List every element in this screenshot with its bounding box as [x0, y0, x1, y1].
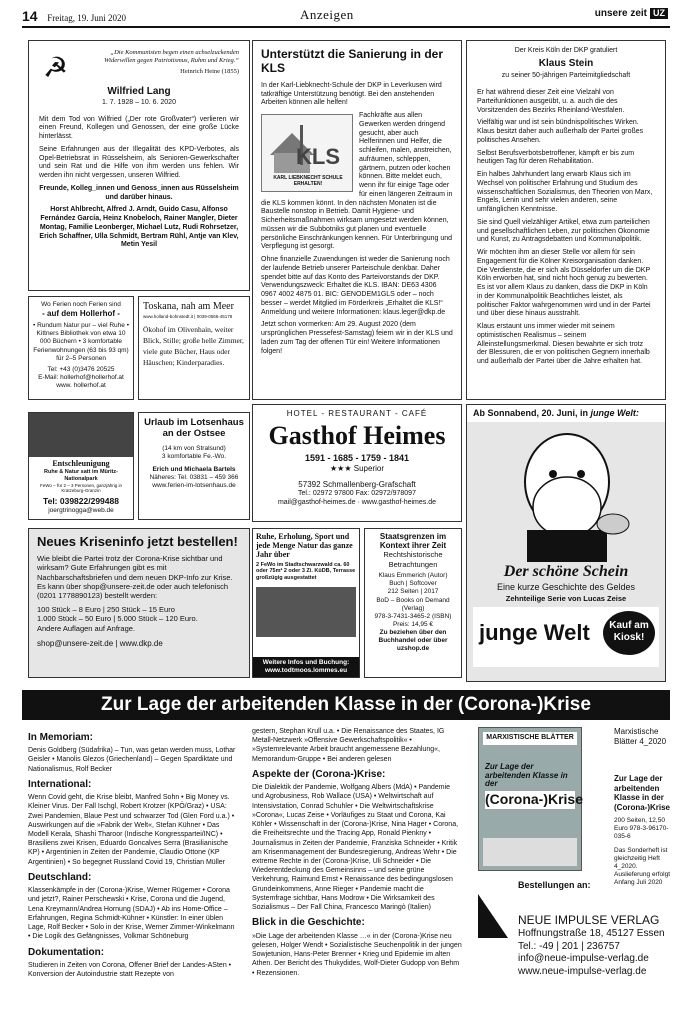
toskana-small: www.holland-bohnstedt.it | 0039-0566-45178 — [143, 313, 233, 319]
obituary-dates: 1. 7. 1928 – 10. 6. 2020 — [102, 98, 176, 106]
lotsenhaus-line-1: (14 km von Stralsund) — [162, 444, 226, 452]
mb-side-info-text: 200 Seiten, 12,50 Euro 978-3-96170-035-6 — [614, 816, 669, 840]
verlag-order-block — [478, 880, 670, 1020]
todtmoos-footer-2: www.todtmoos.lommes.eu — [264, 666, 348, 674]
obituary-quote-source: Heinrich Heine (1855) — [180, 68, 239, 76]
gasthof-heimes-ad — [252, 404, 462, 522]
heimes-mail: mail@gasthof-heimes.de · www.gasthof-heimes.de — [277, 498, 437, 506]
toc-col2-top: gestern, Stephan Krull u.a. • Die Renaissance des Staates, IG Metall-Netzwerk »Offensive Gewerkschaftspolitik« • »Systemrelevante Arbeit braucht angemessene Bezahlung«, Memorandum-Gruppe • Bei anderen gelesen — [252, 728, 445, 763]
stein-text-3: Selbst Berufsverbotsbetroffener, kämpft er bis zum heutigen Tag für deren Rehabilitation. — [477, 149, 635, 166]
jw-kiosk-badge: Kauf am Kiosk! — [603, 611, 655, 655]
stein-text-5: Sie sind Quell vielzähliger Artikel, etwa zum parteilichen und gesellschaftlichen Leben, zur politischen Ökonomie und Kunst, zu Antragsdebatten und Kommunalpolitik. — [477, 218, 650, 244]
lake-photo — [29, 413, 133, 457]
entschl-sub: Ruhe & Natur satt im Müritz-Nationalpark — [44, 469, 118, 482]
buch-title: Staatsgrenzen im Kontext ihrer Zeit — [379, 532, 447, 551]
jw-series: Zehnteilige Serie von Lucas Zeise — [505, 593, 627, 603]
toc-aspekte: Die Dialektik der Pandemie, Wolfgang Albers (MdA) • Pandemie und Agrobusiness, Rob Wallace (USA) • Weltwirtschaft auf Intensivstation, Conrad Schuhler • Die Weltwirtschaftskrise »Corona«, Lucas Zeise • Vorläufiges zu Staat und Corona, Kai Köhler • Wissenschaft in der (Corona-)Krise, Nina Hager • Corona, die Freiheitsrechte und the Tracing App, Ronald Pienkny • Journalismus in Zeiten der Pandemie, Franziska Schneider • Kritik am Krisenmanagement der Bundesregierung, Andreas Wehr • Die extreme Rechte in der (Corona-)Krise, Uli Schneider • Die Wiederentdeckung des Gemeinsinns – und seine grüne Verkehrung, Raimund Ernst • Renaissance des bedingungslosen Grundeinkommens, Anne Rieger • Pandemie macht die Systemfrage sichtbar, Hans Modrow • Die Wirksamkeit des Sozialismus – Der Fall China, Francesco Maringò (Italien) — [252, 784, 459, 912]
toc-heading-deutschland: Deutschland: — [28, 871, 92, 883]
lotsenhaus-ad — [138, 412, 250, 520]
buch-sub: Rechtshistorische Betrachtungen — [383, 550, 443, 569]
page-header-left — [22, 8, 126, 26]
section-title: Anzeigen — [300, 7, 354, 22]
hollerhof-tel: Tel: +43 (0)3476 20525 — [47, 365, 115, 373]
toskana-text: Ökohof im Olivenhain, weiter Blick, Stille; große helle Zimmer, viele gute Bücher, Haus oder Häuschen; Kinderparadies. — [143, 325, 244, 367]
junge-welt-ad — [466, 404, 666, 682]
toc-blick: »Die Lage der arbeitenden Klasse …« in der (Corona-)Krise neu gelesen, Holger Wendt • Sozialistische Seuchenpolitik in der jungen Sowjetunion, Hans-Peter Brenner • Krieg und Epidemie im alten Athen. Der Bericht des Thukydides, Wolf-Dieter Gudopp von Behm • Rezensionen. — [252, 932, 462, 977]
entschl-mail: joergtrinogga@web.de — [48, 506, 114, 514]
jw-sub: Eine kurze Geschichte des Geldes — [496, 582, 636, 593]
toc-column-2 — [252, 727, 462, 978]
verlag-web: www.neue-impulse-verlag.de — [518, 965, 647, 977]
toc-heading-dokumentation: Dokumentation: — [28, 946, 105, 958]
todtmoos-text: 2 FeWo im Stadtschwarzwald ca. 60 oder 75m² 2 oder 3 Zi. KüDB, Terrasse großzügig ausgestattet — [256, 561, 356, 582]
stein-occasion: zu seiner 50-jährigen Parteimitgliedschaft — [501, 72, 631, 80]
verlag-order: Bestellungen an: — [518, 880, 591, 890]
toskana-ad — [138, 296, 250, 400]
header-rule — [22, 26, 670, 28]
neue-impulse-logo-icon — [478, 894, 508, 938]
heimes-tel: Tel.: 02972 97800 Fax: 02972/978097 — [298, 490, 416, 498]
hollerhof-features: • Rundum Natur pur – viel Ruhe • Kittners Bibliothek von etwa 10 000 Büchern • 3 komfortable Ferienwohnungen (63 bis 93 qm) für 2–5 Personen — [33, 322, 129, 362]
heimes-addr: 57392 Schmallenberg-Grafschaft — [298, 480, 416, 490]
verlag-mail: info@neue-impulse-verlag.de — [518, 953, 649, 965]
lotsenhaus-line-5: www.ferien-im-lotsenhaus.de — [152, 482, 236, 490]
hammer-sickle-icon: ☭ — [43, 52, 69, 83]
entschl-title: Entschleunigung — [52, 459, 110, 468]
kls-ad — [252, 40, 462, 400]
heimes-top: HOTEL - RESTAURANT - CAFÉ — [286, 409, 428, 418]
todtmoos-footer-1: Weitere Infos und Buchung: — [262, 658, 350, 666]
buch-author: Klaus Emmerich (Autor) — [378, 572, 448, 580]
stein-intro: Der Kreis Köln der DKP gratuliert — [514, 47, 618, 54]
hollerhof-web: www. hollerhof.at — [56, 382, 106, 389]
kriseninfo-title: Neues Kriseninfo jetzt bestellen! — [37, 534, 238, 549]
kriseninfo-prices-3: Andere Auflagen auf Anfrage. — [37, 623, 135, 633]
klaus-stein-ad — [466, 40, 666, 400]
stein-text-1: Er hat während dieser Zeit eine Vielzahl von Parteifunktionen ausgeübt, u. a. auch die des Vorsitzenden des Bezirks Rheinland-Westfalen. — [477, 89, 625, 114]
heimes-name: Gasthof Heimes — [268, 421, 446, 450]
toc-deutschland: Klassenkämpfe in der (Corona-)Krise, Werner Rügemer • Corona und jetzt?, Rainer Perschewski • Krise, Corona und die Jugend, Lena Kreymann/Andrea Hornung (SDAJ) • Ab ins Home-Office – Erfahrungen, Regina Schmidt-Kühner • Künstler: In einer üblen Lage, Rolf Becker • Solo in der Krise, Werner Zimmer-Winkelmann • Die Logik des Gefängnisses, Volkmar Schöneburg — [28, 887, 235, 941]
marxistische-blaetter-banner: Zur Lage der arbeitenden Klasse in der (Corona-)Krise — [22, 690, 670, 720]
obituary-text-1: Mit dem Tod von Wilfried („Der rote Großvater“) verlieren wir einen Freund, Kollegen und Genossen, der eine große Lücke hinterlässt. — [39, 115, 239, 141]
kls-logo-text: KLS — [296, 144, 340, 170]
verlag-addr: Hoffnungstraße 18, 45127 Essen — [518, 928, 665, 940]
mb-cover-big: (Corona-)Krise — [485, 791, 584, 808]
kls-text-3: Ohne finanzielle Zuwendungen ist weder die Sanierung noch der laufende Betrieb unserer Parteischule denkbar. Daher spendet bitte auf das Konto des Parteivorstands der DKP. Verwendungszweck: Erhaltet die KLS. IBAN: DE63 4306 0967 4002 4875 01. BIC: GENODEM1GLS oder – noch besser – werdet Mitglied im Förderkreis „Erhaltet die KLS!“ Anmeldung und weitere Informationen: klaus.leger@dkp.de — [261, 256, 450, 316]
obituary-names: Horst Ahlbrecht, Alfred J. Arndt, Guido Casu, Alfonso Fernández García, Heinz Knobeloch, Rainer Mangler, Dieter Montag, Familie Leonberger, Michael Lutz, Rudi Rohrsetzer, Erich Schaffner, Ulla Schmidt, Bertram Rühl, Antje van Klev, Metin Yesil — [39, 206, 239, 249]
stein-name: Klaus Stein — [538, 57, 594, 69]
kls-text-4: Jetzt schon vormerken: Am 29. August 2020 (dem ursprünglichen Pressefest-Samstag) feiern wir in der KLS und laden zum Tag der offenen Tür ein! Weitere Informationen folgen! — [261, 321, 453, 355]
marx-portrait-icon — [467, 422, 666, 562]
lotsenhaus-line-2: 3 komfortable Fe.-Wo. — [161, 452, 227, 460]
heimes-years: 1591 - 1685 - 1759 - 1841 — [304, 452, 410, 463]
toc-column-1 — [28, 727, 238, 979]
issue-date: Freitag, 19. Juni 2020 — [47, 13, 126, 23]
obituary-quote: „Die Kommunisten begen einen achselzuckenden Widerwillen gegen Patriotismus, Ruhm und Krieg.“ — [104, 49, 239, 65]
hollerhof-title: - auf dem Hollerhof - — [42, 309, 120, 319]
jw-header — [467, 405, 665, 422]
staatsgrenzen-ad — [364, 528, 462, 678]
landscape-photo — [256, 587, 356, 637]
verlag-tel: Tel.: -49 | 201 | 236757 — [518, 940, 620, 952]
page-number: 14 — [22, 8, 38, 24]
mb-cover-image — [478, 727, 582, 871]
entschleunigung-ad — [28, 412, 134, 520]
paper-title: unsere zeit — [594, 8, 647, 19]
mb-side-title: Marxistische Blätter 4_2020 — [614, 727, 667, 746]
heimes-stars: ★★★ Superior — [330, 464, 384, 474]
stein-text-4: Ein halbes Jahrhundert lang erwarb Klaus sich im Wechsel von politischer Erfahrung und Studium des wissenschaftlichen Sozialismus, den Theorien von Marx, Engels, Lenin und sehr vielen anderen, seine umfänglichen Kenntnisse. — [477, 171, 653, 213]
obituary-text-2: Seine Erfahrungen aus der Illegalität des KPD-Verbotes, als Opel-Betriebsrat in Rüsselsheim, als Senioren-Gewerkschafter und sein Rat und die Hilfe von ihm werden uns fehlen. Wir werden ihn nicht vergessen, unseren Wilfried. — [39, 145, 239, 180]
kriseninfo-text: Wie bleibt die Partei trotz der Corona-Krise sichtbar und wirksam? Gute Erfahrungen gibt es mit Nachbarschaftsbriefen und dem neuen DKP-Info zur Krise. Es kann über shop@unsere-zeit.de oder auch telefonisch (0201 1778890123) bestellt werden: — [37, 553, 233, 601]
obituary-name: Wilfried Lang — [107, 86, 171, 98]
lotsenhaus-line-3: Erich und Michaela Bartels — [152, 466, 236, 474]
hollerhof-ad — [28, 296, 134, 400]
kriseninfo-prices-2: 1.000 Stück – 50 Euro | 5.000 Stück – 120 Euro. — [37, 614, 198, 624]
todtmoos-title: Ruhe, Erholung, Sport und jede Menge Natur das ganze Jahr über — [256, 532, 353, 560]
obituary-signoff: Freunde, Kolleg_innen und Genoss_innen aus Rüsselsheim und darüber hinaus. — [39, 184, 239, 201]
jw-logo: junge Welt — [479, 619, 590, 645]
toc-heading-blick: Blick in die Geschichte: — [252, 917, 365, 929]
mb-cover-title: MARXISTISCHE BLÄTTER — [483, 732, 577, 745]
buch-line-3: BoD – Books on Demand (Verlag) — [376, 596, 450, 612]
toc-dokumentation: Studieren in Zeiten von Corona, Offener Brief der Landes-ASten • Konversion der Autoindustrie statt Rezepte von — [28, 961, 232, 978]
uz-logo: UZ — [650, 8, 668, 19]
mb-side-note: Das Sonderheft ist gleichzeitig Heft 4_2020. Auslieferung erfolgt Anfang Juli 2020 — [614, 846, 671, 887]
kls-logo-sub: KARL LIEBKNECHT SCHULE ERHALTEN! — [273, 175, 343, 188]
kriseninfo-footer: shop@unsere-zeit.de | www.dkp.de — [37, 638, 163, 648]
buch-line-1: Buch | Softcover — [389, 580, 437, 588]
buch-isbn: 978-3-7431-3465-2 (ISBN) — [374, 612, 452, 620]
lotsenhaus-line-4: Näheres: Tel. 03831 – 459 366 — [149, 474, 239, 482]
verlag-name: NEUE IMPULSE VERLAG — [518, 913, 660, 928]
paper-name — [595, 8, 668, 21]
mb-cover-toc — [483, 838, 577, 866]
toc-international: Wenn Covid geht, die Krise bleibt, Manfred Sohn • Big Money vs. Kleiner Virus. Der Fall Ischgl, Robert Krotzer (KPÖ/Graz) • USA: Zwei Pandemien, Blaue Pest und schwarzer Tod (Glen Ford u.a.) • Auswirkungen auf die »Fabrik der Welt«, Stefan Kühner • Das Modell Kerala, Shashi Tharoor (Indische Kongresspartei/INC) • Brasiliens zwei Krisen, Eduardo Goncalves Serra (Brasilianische KP) • Argentinien in Zeiten der Pandemie, Claudio Ottone (KP Argentinien) • So begegnet Russland Covid 19, Christian Müller — [28, 794, 235, 866]
kls-text-2: Fachkräfte aus allen Gewerken werden dringend gesucht, aber auch Helferinnen und Helfer, die schleifen, malen, anstreichen, aufräumen, schleppen, gärtnern, putzen oder kochen können. Bitte meldet euch, wenn ihr für einige Tage oder für einen längeren Zeitraum in die KLS kommen könnt. In den nächsten Monaten ist die Baustelle nonstop in Betrieb. Damit Hygiene- und Sicherheitsmaßnahmen wirksam umgesetzt werden können, müssen wir die Subbotniks gut planen und eventuelle persönliche Einschränkungen kennen. Für Unterbringung und Verpflegung ist gesorgt. — [261, 112, 453, 251]
hollerhof-mail: E-Mail: hollerhof@hollerhof.at — [38, 373, 124, 381]
toc-heading-international: International: — [28, 778, 92, 790]
hollerhof-tagline: Wo Ferien noch Ferien sind — [41, 301, 121, 308]
toc-memoriam: Denis Goldberg (Südafrika) – Tun, was getan werden muss, Lothar Geisler • Manolis Glezos (Griechenland) – Gegen Spardiktate und Nationalismus, Rolf Becker — [28, 747, 236, 773]
mb-side-info — [614, 727, 670, 888]
toc-heading-memoriam: In Memoriam: — [28, 732, 94, 743]
buch-order: Zu beziehen über den Buchhandel oder über uzshop.de — [378, 629, 448, 653]
toc-heading-aspekte: Aspekte der (Corona-)Krise: — [252, 768, 386, 780]
jw-header-paper: junge Welt: — [590, 408, 639, 418]
stein-text-6: Wir möchten ihm an dieser Stelle vor allem für sein Engagement für die Kölner Kreisorganisation danken. Die Verdienste, die er sich als Düsseldorfer um die DKP Köln erworben hat, sind nicht hoch genug zu bewerten. Es ist vor allem Klaus zu danken, dass die DKP in Köln in der Kommunalpolitik Beachtliches leistet, als politischer Faktor wahrgenommen wird und in der Partei und über diese hinaus ausstrahlt. — [477, 249, 651, 318]
mb-side-sub: Zur Lage der arbeitenden Klasse in der (Corona-)Krise — [614, 774, 671, 812]
buch-line-2: 212 Seiten | 2017 — [387, 588, 439, 596]
stein-text-2: Vielfältig war und ist sein bündnispolitisches Wirken. Klaus besitzt daher auch außerhalb der Partei großes politisches Ansehen. — [477, 119, 644, 144]
kriseninfo-prices-1: 100 Stück – 8 Euro | 250 Stück – 15 Euro — [37, 604, 175, 614]
jw-title: Der schöne Schein — [503, 563, 629, 581]
obituary-ad — [28, 40, 250, 291]
lotsenhaus-title: Urlaub im Lotsenhaus an der Ostsee — [144, 417, 244, 440]
todtmoos-ad — [252, 528, 360, 678]
entschl-small: FeWo – für 2 – 3 Personen, ganzjährig in Kratzeburg-Granzin — [40, 482, 122, 494]
buch-price: Preis: 14,95 € — [392, 620, 434, 628]
stein-text-7: Klaus erstaunt uns immer wieder mit seinem optimistischen Realismus – seinem Alleinstellungsmerkmal. Diesen bewahrte er sich trotz der Blessuren, die er von politischen Gegnern innerhalb und außerhalb der Partei über die Jahre erhalten hat. — [477, 323, 650, 365]
toskana-title: Toskana, nah am Meer — [143, 301, 234, 312]
mb-cover-sub: Zur Lage der arbeitenden Klasse in der — [485, 761, 568, 789]
jw-header-text: Ab Sonnabend, 20. Juni, in — [473, 408, 591, 418]
kls-title: Unterstützt die Sanierung in der KLS — [261, 47, 444, 76]
kriseninfo-ad — [28, 528, 250, 678]
kls-text-1: In der Karl-Liebknecht-Schule der DKP in Leverkusen wird tatkräftige Unterstützung benötigt. Bei den anstehenden Arbeiten können alle helfen! — [261, 81, 442, 107]
kls-logo — [261, 114, 353, 192]
entschl-tel: Tel: 039822/299488 — [43, 496, 119, 506]
